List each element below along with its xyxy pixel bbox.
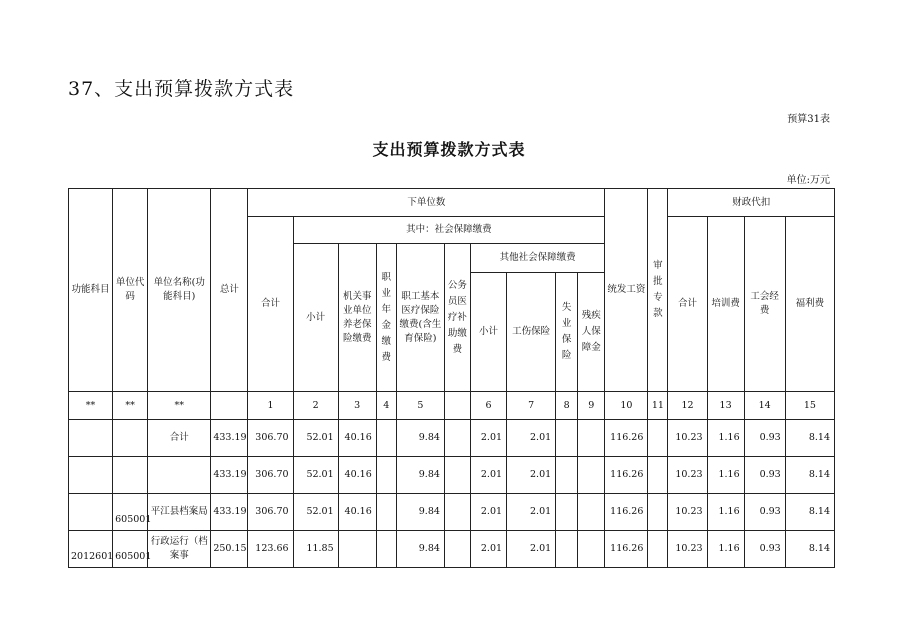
- table-cell: 8.14: [785, 457, 834, 494]
- main-title: 支出预算拨款方式表: [372, 140, 526, 159]
- hdr-total: 总计: [211, 189, 248, 392]
- table-cell: 9.84: [396, 457, 444, 494]
- table-cell: 2.01: [470, 420, 506, 457]
- hdr-other-subtotal: 小计: [470, 273, 506, 392]
- table-cell: 116.26: [605, 457, 648, 494]
- table-cell: 2.01: [507, 494, 556, 531]
- table-cell: 116.26: [605, 531, 648, 568]
- hdr-approved: 审批专款: [648, 189, 668, 392]
- table-cell: 2012601: [69, 531, 113, 568]
- hdr-injury: 工伤保险: [507, 273, 556, 392]
- table-cell: 10.23: [668, 531, 707, 568]
- table-cell: 0.93: [744, 494, 785, 531]
- table-row: [69, 531, 835, 568]
- hdr-pension: 机关事业单位养老保险缴费: [338, 244, 376, 392]
- hdr-disabled: 残疾人保障金: [578, 273, 605, 392]
- unit-label: 单位:万元: [786, 175, 830, 186]
- table-cell: [113, 420, 148, 457]
- index-cell: **: [113, 392, 148, 420]
- table-cell: 行政运行（档案事: [148, 531, 211, 568]
- table-cell: 116.26: [605, 420, 648, 457]
- table-cell: [376, 494, 396, 531]
- table-cell: [69, 457, 113, 494]
- table-cell: 9.84: [396, 494, 444, 531]
- table-cell: 605001: [113, 494, 148, 531]
- table-cell: 10.23: [668, 420, 707, 457]
- table-cell: 123.66: [248, 531, 293, 568]
- index-cell: 10: [605, 392, 648, 420]
- table-cell: 10.23: [668, 494, 707, 531]
- index-cell: 14: [744, 392, 785, 420]
- table-cell: [556, 494, 578, 531]
- table-cell: 433.19: [211, 420, 248, 457]
- table-cell: 0.93: [744, 457, 785, 494]
- hdr-unified-pay: 统发工资: [605, 189, 648, 392]
- table-row: [69, 494, 835, 531]
- hdr-func-code: 功能科目: [69, 189, 113, 392]
- hdr-social-sec: 其中：社会保障缴费: [293, 217, 605, 244]
- table-cell: [444, 494, 470, 531]
- table-cell: 306.70: [248, 420, 293, 457]
- index-cell: 9: [578, 392, 605, 420]
- index-cell: 5: [396, 392, 444, 420]
- table-cell: 433.19: [211, 457, 248, 494]
- index-cell: 8: [556, 392, 578, 420]
- table-cell: [556, 420, 578, 457]
- index-cell: 3: [338, 392, 376, 420]
- hdr-welfare: 福利费: [785, 217, 834, 392]
- budget-table: [68, 188, 835, 568]
- hdr-civil-med: 公务员医疗补助缴费: [444, 244, 470, 392]
- table-cell: [556, 457, 578, 494]
- table-row: [69, 457, 835, 494]
- table-cell: 2.01: [470, 494, 506, 531]
- table-cell: 116.26: [605, 494, 648, 531]
- table-cell: 52.01: [293, 420, 338, 457]
- table-cell: [376, 457, 396, 494]
- index-cell: 12: [668, 392, 707, 420]
- table-cell: 11.85: [293, 531, 338, 568]
- table-cell: 2.01: [470, 457, 506, 494]
- hdr-other-social: 其他社会保障缴费: [470, 244, 604, 273]
- table-cell: 40.16: [338, 457, 376, 494]
- table-cell: 52.01: [293, 457, 338, 494]
- table-cell: [578, 531, 605, 568]
- index-cell: 6: [470, 392, 506, 420]
- table-cell: 平江县档案局: [148, 494, 211, 531]
- table-cell: [648, 531, 668, 568]
- table-cell: 40.16: [338, 420, 376, 457]
- index-cell: 13: [707, 392, 744, 420]
- table-cell: [444, 457, 470, 494]
- hdr-lower-unit: 下单位数: [248, 189, 605, 217]
- table-cell: [444, 420, 470, 457]
- index-cell: 4: [376, 392, 396, 420]
- table-cell: [578, 494, 605, 531]
- table-cell: 40.16: [338, 494, 376, 531]
- index-cell: 2: [293, 392, 338, 420]
- table-cell: [578, 457, 605, 494]
- table-cell: 8.14: [785, 531, 834, 568]
- table-cell: [648, 420, 668, 457]
- hdr-union: 工会经费: [744, 217, 785, 392]
- table-number: 预算31表: [787, 114, 830, 125]
- table-cell: 2.01: [507, 457, 556, 494]
- table-cell: [444, 531, 470, 568]
- table-cell: [578, 420, 605, 457]
- index-row: [69, 392, 835, 420]
- table-cell: 306.70: [248, 494, 293, 531]
- table-cell: 1.16: [707, 531, 744, 568]
- index-cell: 7: [507, 392, 556, 420]
- table-cell: 1.16: [707, 420, 744, 457]
- table-cell: [148, 457, 211, 494]
- table-cell: 605001: [113, 531, 148, 568]
- hdr-subtotal: 小计: [293, 244, 338, 392]
- hdr-unit-code: 单位代码: [113, 189, 148, 392]
- table-cell: 合计: [148, 420, 211, 457]
- hdr-annuity: 职业年金缴费: [376, 244, 396, 392]
- table-cell: [69, 420, 113, 457]
- table-cell: 52.01: [293, 494, 338, 531]
- hdr-sum: 合计: [248, 217, 293, 392]
- table-cell: 2.01: [470, 531, 506, 568]
- table-cell: [376, 420, 396, 457]
- index-cell: [211, 392, 248, 420]
- table-cell: [556, 531, 578, 568]
- table-cell: [376, 531, 396, 568]
- table-cell: 250.15: [211, 531, 248, 568]
- hdr-fiscal-sum: 合计: [668, 217, 707, 392]
- hdr-medical: 职工基本医疗保险缴费(含生育保险): [396, 244, 444, 392]
- table-cell: 1.16: [707, 457, 744, 494]
- table-cell: 9.84: [396, 420, 444, 457]
- hdr-unemploy: 失业保险: [556, 273, 578, 392]
- index-cell: 11: [648, 392, 668, 420]
- table-cell: 8.14: [785, 494, 834, 531]
- table-cell: 0.93: [744, 531, 785, 568]
- index-cell: 15: [785, 392, 834, 420]
- hdr-training: 培训费: [707, 217, 744, 392]
- hdr-unit-name: 单位名称(功能科目): [148, 189, 211, 392]
- table-cell: 8.14: [785, 420, 834, 457]
- table-cell: 9.84: [396, 531, 444, 568]
- table-cell: 433.19: [211, 494, 248, 531]
- table-row: [69, 420, 835, 457]
- table-cell: [648, 494, 668, 531]
- table-cell: 2.01: [507, 420, 556, 457]
- index-cell: [444, 392, 470, 420]
- table-cell: [338, 531, 376, 568]
- index-cell: **: [148, 392, 211, 420]
- table-cell: 10.23: [668, 457, 707, 494]
- table-cell: 1.16: [707, 494, 744, 531]
- table-cell: 306.70: [248, 457, 293, 494]
- table-cell: [648, 457, 668, 494]
- table-cell: [113, 457, 148, 494]
- table-cell: [69, 494, 113, 531]
- table-cell: 0.93: [744, 420, 785, 457]
- index-cell: 1: [248, 392, 293, 420]
- table-cell: 2.01: [507, 531, 556, 568]
- index-cell: **: [69, 392, 113, 420]
- section-title: 37、支出预算拨款方式表: [68, 78, 295, 100]
- hdr-fiscal: 财政代扣: [668, 189, 835, 217]
